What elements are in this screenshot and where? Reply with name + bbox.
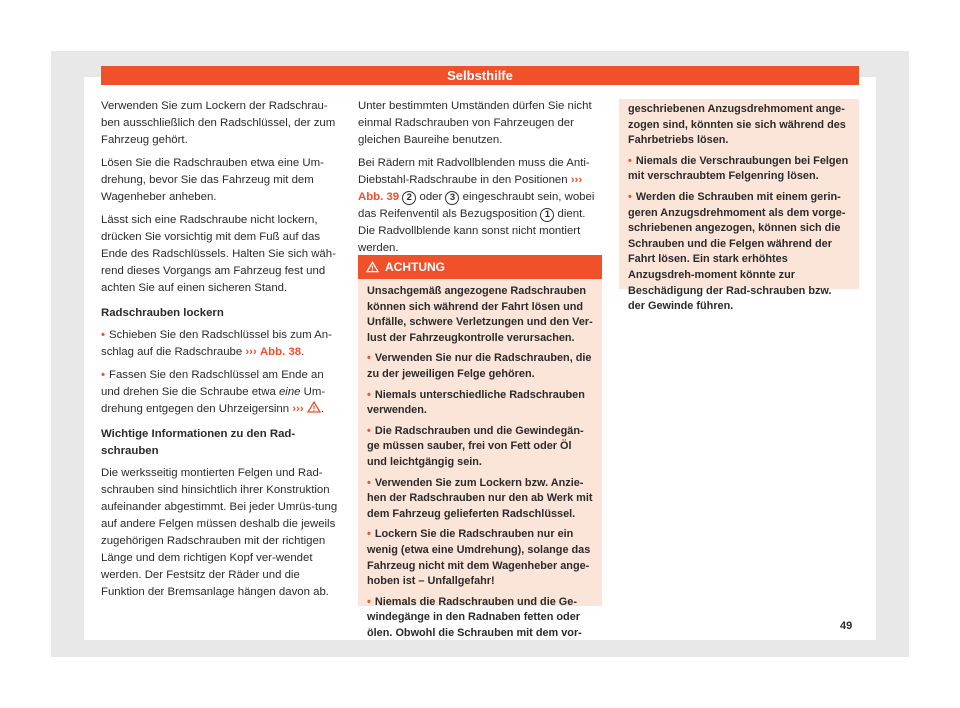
paragraph: Die werksseitig montierten Felgen und Rad-schrauben sind hinsichtlich ihrer Konstruktion aufeinander abgestimmt. Bei jeder Umrüs-tung auf andere Felgen müssen deshalb die jeweils zugehörigen Radschrauben mit der richtigen Länge und dem richtigen Kopf ver-wendet werden. Der Festsitz der Räder und die Funktion der Bremsanlage hängen davon ab. bbox=[101, 467, 338, 598]
paragraph: Bei Rädern mit Radvollblenden muss die Anti-Diebstahl-Radschraube in den Positionen ››› Abb. 39 2 oder 3 eingeschraubt sein, wobei das Reifenventil als Bezugsposition 1 dient. Die Radvollblende kann sonst nicht montiert werden. bbox=[358, 157, 595, 254]
bullet-item: • Fassen Sie den Radschlüssel am Ende an und drehen Sie die Schraube etwa eine Um-drehung entgegen den Uhrzeigersinn ››› . bbox=[101, 369, 326, 415]
bullet-icon: • bbox=[367, 388, 371, 401]
warning-item: • Niemals unterschiedliche Radschrauben verwenden. bbox=[367, 388, 585, 417]
warning-body-continued bbox=[619, 99, 859, 315]
subheading: Radschrauben lockern bbox=[101, 307, 224, 319]
paragraph: Unter bestimmten Umständen dürfen Sie nicht einmal Radschrauben von Fahrzeugen der gleichen Baureihe benutzen. bbox=[358, 100, 592, 146]
warning-title: ACHTUNG bbox=[385, 260, 445, 274]
bullet-icon: • bbox=[367, 424, 371, 437]
warning-item: • Die Radschrauben und die Gewindegän-ge müssen sauber, frei von Fett oder Öl und leichtgängig sein. bbox=[367, 424, 584, 468]
bullet-icon: • bbox=[628, 154, 632, 167]
bullet-item: • Schieben Sie den Radschlüssel bis zum An-schlag auf die Radschraube ››› Abb. 38. bbox=[101, 329, 332, 358]
bullet-icon: • bbox=[367, 352, 371, 365]
bullet-icon: • bbox=[367, 595, 371, 608]
bullet-icon: • bbox=[367, 528, 371, 541]
page-number: 49 bbox=[840, 620, 853, 632]
warning-item: • Niemals die Radschrauben und die Ge-windegänge in den Radnaben fetten oder ölen. Obwohl die Schrauben mit dem vor- bbox=[367, 595, 582, 639]
bullet-icon: • bbox=[101, 329, 105, 341]
warning-item: • Niemals die Verschraubungen bei Felgen mit verschraubtem Felgenring lösen. bbox=[628, 154, 849, 183]
bullet-icon: • bbox=[101, 369, 105, 381]
warning-item: • Verwenden Sie nur die Radschrauben, die zu der jeweiligen Felge gehören. bbox=[367, 352, 592, 380]
warning-intro: Unsachgemäß angezogene Radschrauben können sich während der Fahrt lösen und Unfälle, schwere Verletzungen und den Ver-lust der Fahrzeugkontrolle verursachen. bbox=[367, 285, 593, 344]
figure-reference-arrow[interactable]: ››› bbox=[245, 346, 257, 358]
position-number-3: 3 bbox=[445, 191, 459, 205]
warning-callout-continued bbox=[619, 99, 859, 313]
warning-body bbox=[358, 279, 602, 641]
paragraph: Lässt sich eine Radschraube nicht lockern, drücken Sie vorsichtig mit dem Fuß auf das Ende des Radschlüssels. Halten Sie sich wäh-rend dieses Vorgangs am Fahrzeug fest und achten Sie auf einen sicheren Stand. bbox=[101, 214, 336, 294]
warning-item: • Verwenden Sie zum Lockern bzw. Anzie-hen der Radschrauben nur den ab Werk mit dem Fahrzeug gelieferten Radschlüssel. bbox=[367, 476, 593, 520]
warning-header bbox=[358, 255, 602, 279]
warning-reference-arrow[interactable]: ››› bbox=[292, 403, 304, 415]
warning-triangle-icon bbox=[366, 261, 379, 273]
figure-reference-link[interactable]: Abb. 38 bbox=[259, 346, 302, 358]
bullet-icon: • bbox=[628, 190, 632, 203]
section-header: Selbsthilfe bbox=[101, 66, 859, 85]
paragraph: Lösen Sie die Radschrauben etwa eine Um-drehung, bevor Sie das Fahrzeug mit dem Wagenheber anheben. bbox=[101, 157, 324, 203]
figure-reference-arrow[interactable]: ››› bbox=[570, 174, 583, 186]
warning-triangle-icon bbox=[307, 401, 321, 413]
position-number-2: 2 bbox=[402, 191, 416, 205]
position-number-1: 1 bbox=[540, 208, 554, 222]
column-2 bbox=[358, 98, 602, 263]
subheading: Wichtige Informationen zu den Rad-schrauben bbox=[101, 428, 296, 457]
column-1 bbox=[101, 98, 341, 607]
warning-item: • Werden die Schrauben mit einem gerin-geren Anzugsdrehmoment als dem vorge-schriebenen angezogen, können sich die Schrauben und die Felgen während der Fahrt lösen. Ein stark erhöhtes Anzugsdreh-moment könnte zur Beschädigung der Rad-schrauben bzw. der Gewinde führen. bbox=[628, 190, 846, 313]
bullet-icon: • bbox=[367, 476, 371, 489]
figure-reference-link[interactable]: Abb. 39 bbox=[358, 191, 400, 203]
warning-continuation: geschriebenen Anzugsdrehmoment ange-zogen sind, könnten sie sich während des Fahrbetriebs lösen. bbox=[628, 103, 846, 147]
paragraph: Verwenden Sie zum Lockern der Radschrau-ben ausschließlich den Radschlüssel, der zum Fahrzeug gehört. bbox=[101, 100, 336, 146]
warning-item: • Lockern Sie die Radschrauben nur ein wenig (etwa eine Umdrehung), solange das Fahrzeug nicht mit dem Wagenheber ange-hoben ist – Unfallgefahr! bbox=[367, 528, 591, 588]
warning-callout bbox=[358, 255, 602, 639]
